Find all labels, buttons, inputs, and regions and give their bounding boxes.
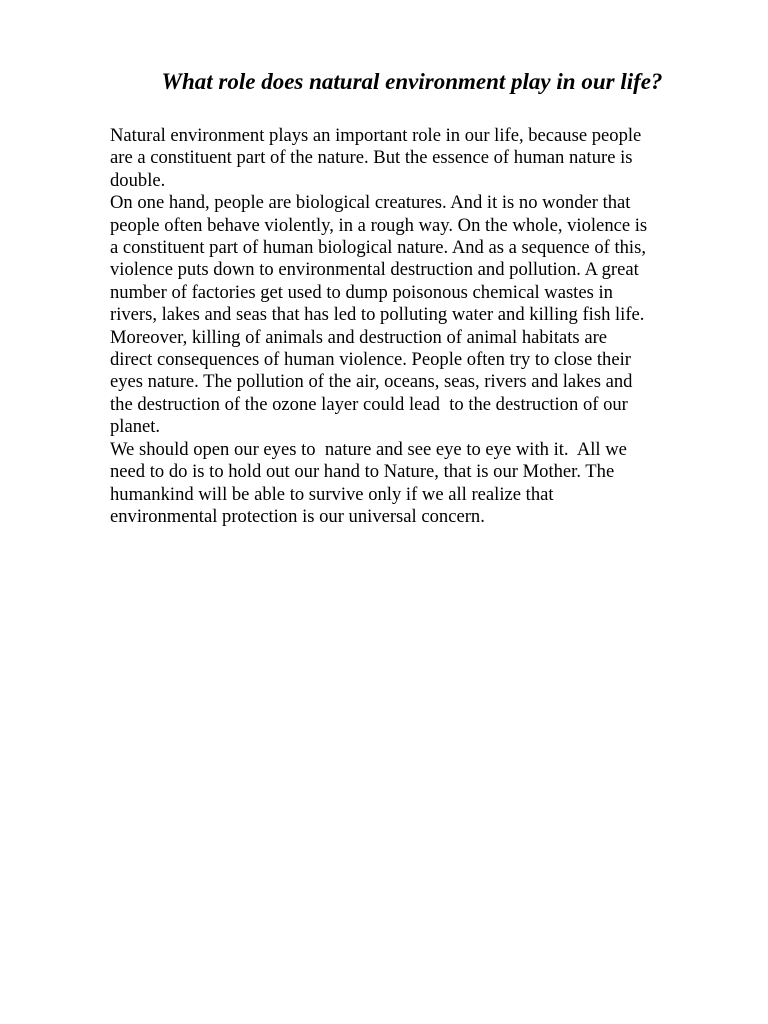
- body-line: humankind will be able to survive only if we all realize that: [110, 483, 554, 505]
- body-line: Moreover, killing of animals and destruction of animal habitats are: [110, 326, 608, 348]
- body-line: need to do is to hold out our hand to Nature, that is our Mother. The: [110, 461, 615, 483]
- body-line: a constituent part of human biological nature. And as a sequence of this,: [110, 237, 646, 259]
- body-line: number of factories get used to dump poisonous chemical wastes in: [110, 281, 613, 303]
- body-line: rivers, lakes and seas that has led to polluting water and killing fish life.: [110, 304, 645, 326]
- body-line: environmental protection is our universal concern.: [110, 505, 485, 527]
- document-body: [110, 125, 720, 528]
- body-line: double.: [110, 169, 166, 191]
- body-line: We should open our eyes to nature and see eye to eye with it. All we: [110, 438, 627, 460]
- body-line: the destruction of the ozone layer could lead to the destruction of our: [110, 393, 628, 415]
- body-line: Natural environment plays an important role in our life, because people: [110, 125, 642, 146]
- body-line: On one hand, people are biological creatures. And it is no wonder that: [110, 192, 631, 214]
- document-title: What role does natural environment play in our life?: [161, 69, 663, 94]
- body-line: eyes nature. The pollution of the air, oceans, seas, rivers and lakes and: [110, 371, 633, 393]
- body-line: are a constituent part of the nature. But the essence of human nature is: [110, 147, 633, 169]
- body-line: direct consequences of human violence. People often try to close their: [110, 349, 631, 371]
- body-line: violence puts down to environmental destruction and pollution. A great: [110, 259, 639, 281]
- body-line: planet.: [110, 416, 161, 438]
- body-line: people often behave violently, in a rough way. On the whole, violence is: [110, 214, 648, 236]
